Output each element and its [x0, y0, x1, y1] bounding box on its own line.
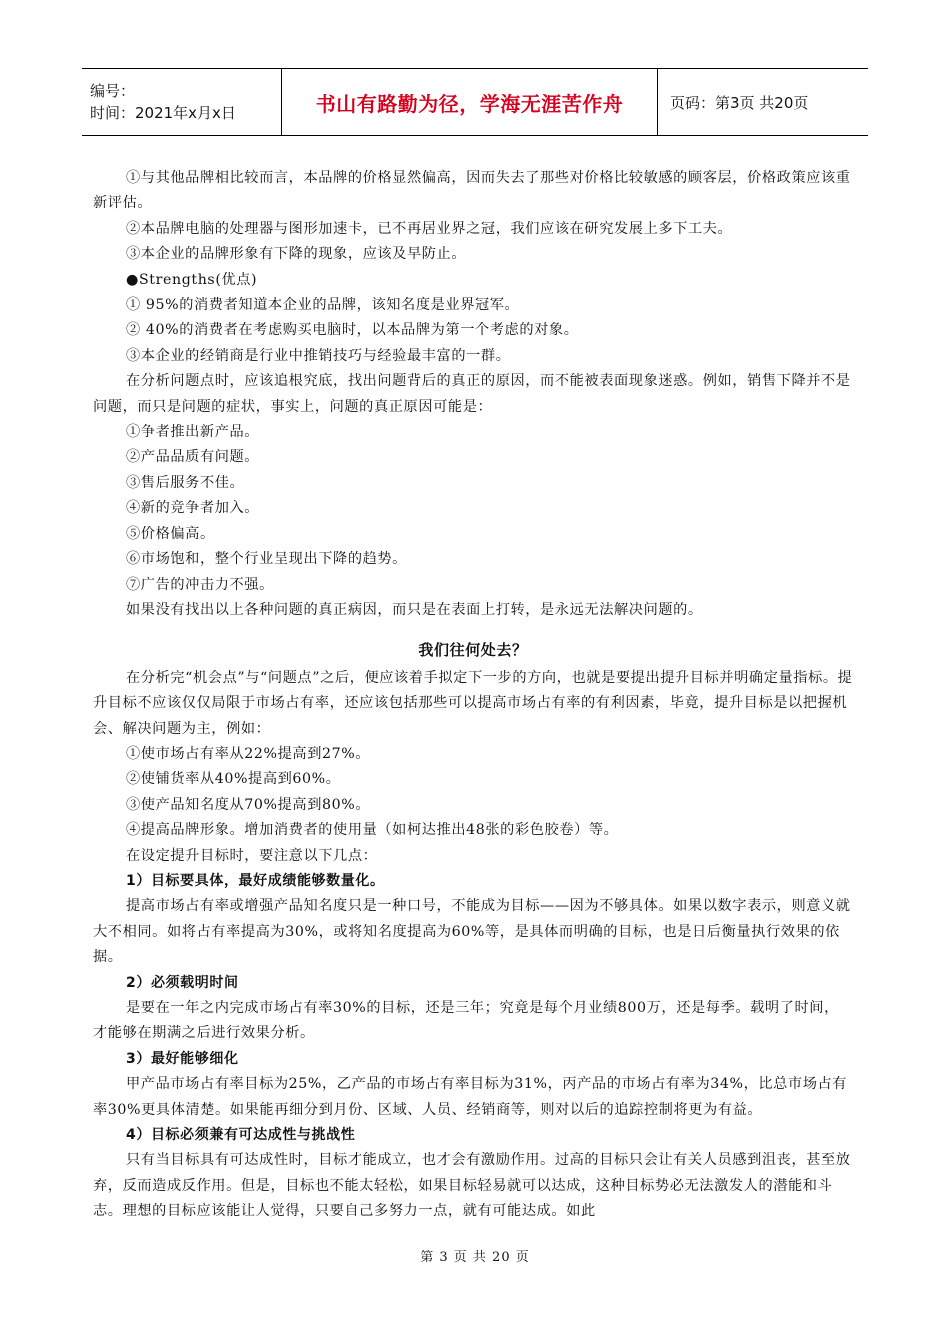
cause-5: ⑤价格偏高。	[126, 525, 215, 542]
cause-3: ③售后服务不佳。	[126, 474, 245, 491]
point-4-text: 只有当目标具有可达成性时，目标才能成立，也才会有激励作用。过高的目标只会让有关人员感到沮丧，甚至放弃，反而造成反作用。但是，目标也不能太轻松，如果目标轻易就可以达成，这种目标势必无法激发人的潜能和斗志。理想的目标应该能让人觉得，只要自己多努力一点，就有可能达成。如此	[93, 1152, 851, 1220]
number-label: 编号：	[90, 82, 136, 100]
section-intro: 在分析完“机会点”与“问题点”之后，便应该着手拟定下一步的方向，也就是要提出提升目标并明确定量指标。提升目标不应该仅仅局限于市场占有率，还应该包括那些可以提高市场占有率的有利因素，毕竟，提升目标是以把握机会、解决问题为主，例如：	[93, 669, 853, 737]
page-footer	[0, 1246, 950, 1265]
analysis-paragraph: 在分析问题点时，应该追根究底，找出问题背后的真正的原因，而不能被表面现象迷惑。例如，销售下降并不是问题，而只是问题的症状，事实上，问题的真正原因可能是：	[93, 373, 851, 415]
cause-6: ⑥市场饱和，整个行业呈现出下降的趋势。	[126, 551, 407, 568]
strengths-title: ●Strengths(优点)	[126, 271, 258, 288]
point-2-text: 是要在一年之内完成市场占有率30%的目标，还是三年；究竟是每个月业绩800万，还是每季。载明了时间，才能够在期满之后进行效果分析。	[93, 1000, 839, 1042]
section-heading: 我们往何处去？	[418, 641, 528, 660]
strength-2: ② 40%的消费者在考虑购买电脑时，以本品牌为第一个考虑的对象。	[126, 322, 579, 339]
time-label: 时间：2021年x月x日	[90, 104, 236, 122]
goal-4: ④提高品牌形象。增加消费者的使用量（如柯达推出48张的彩色胶卷）等。	[126, 822, 619, 839]
goal-3: ③使产品知名度从70%提高到80%。	[126, 796, 371, 813]
weakness-3: ③本企业的品牌形象有下降的现象，应该及早防止。	[126, 246, 467, 263]
motto: 书山有路勤为径，学海无涯苦作舟	[315, 91, 624, 116]
strength-1: ① 95%的消费者知道本企业的品牌，该知名度是业界冠军。	[126, 297, 520, 314]
cause-7: ⑦广告的冲击力不强。	[126, 576, 274, 593]
cause-4: ④新的竞争者加入。	[126, 500, 260, 517]
cause-2: ②产品品质有问题。	[126, 449, 260, 466]
header-motto-cell	[282, 69, 658, 135]
goal-2: ②使铺货率从40%提高到60%。	[126, 771, 341, 788]
point-1-title: 1）目标要具体，最好成绩能够数量化。	[126, 872, 385, 889]
goal-1: ①使市场占有率从22%提高到27%。	[126, 745, 371, 762]
weakness-2: ②本品牌电脑的处理器与图形加速卡，已不再居业界之冠，我们应该在研究发展上多下工夫。	[126, 220, 733, 237]
point-4-title: 4）目标必须兼有可达成性与挑战性	[126, 1127, 356, 1144]
point-3-title: 3）最好能够细化	[126, 1050, 239, 1067]
header-meta	[82, 69, 282, 135]
footer-page-number: 第 3 页 共 20 页	[420, 1250, 530, 1265]
header-page-info-cell	[658, 69, 868, 135]
document-header	[82, 68, 868, 136]
page-info: 页码：第3页 共20页	[670, 93, 809, 112]
point-1-text: 提高市场占有率或增强产品知名度只是一种口号，不能成为目标——因为不够具体。如果以数字表示，则意义就大不相同。如将占有率提高为30%，或将知名度提高为60%等，是具体而明确的目标，也是日后衡量执行效果的依据。	[93, 898, 851, 966]
weakness-1: ①与其他品牌相比较而言，本品牌的价格显然偏高，因而失去了那些对价格比较敏感的顾客层，价格政策应该重新评估。	[93, 170, 851, 212]
page-body	[93, 166, 853, 1225]
point-3-text: 甲产品市场占有率目标为25%，乙产品的市场占有率目标为31%，丙产品的市场占有率为34%，比总市场占有率30%更具体清楚。如果能再细分到月份、区域、人员、经销商等，则对以后的追踪控制将更为有益。	[93, 1076, 848, 1118]
point-2-title: 2）必须载明时间	[126, 974, 239, 991]
cause-1: ①争者推出新产品。	[126, 424, 260, 441]
strength-3: ③本企业的经销商是行业中推销技巧与经验最丰富的一群。	[126, 347, 511, 364]
notes-intro: 在设定提升目标时，要注意以下几点：	[126, 847, 378, 864]
conclusion-paragraph: 如果没有找出以上各种问题的真正病因，而只是在表面上打转，是永远无法解决问题的。	[126, 601, 703, 618]
